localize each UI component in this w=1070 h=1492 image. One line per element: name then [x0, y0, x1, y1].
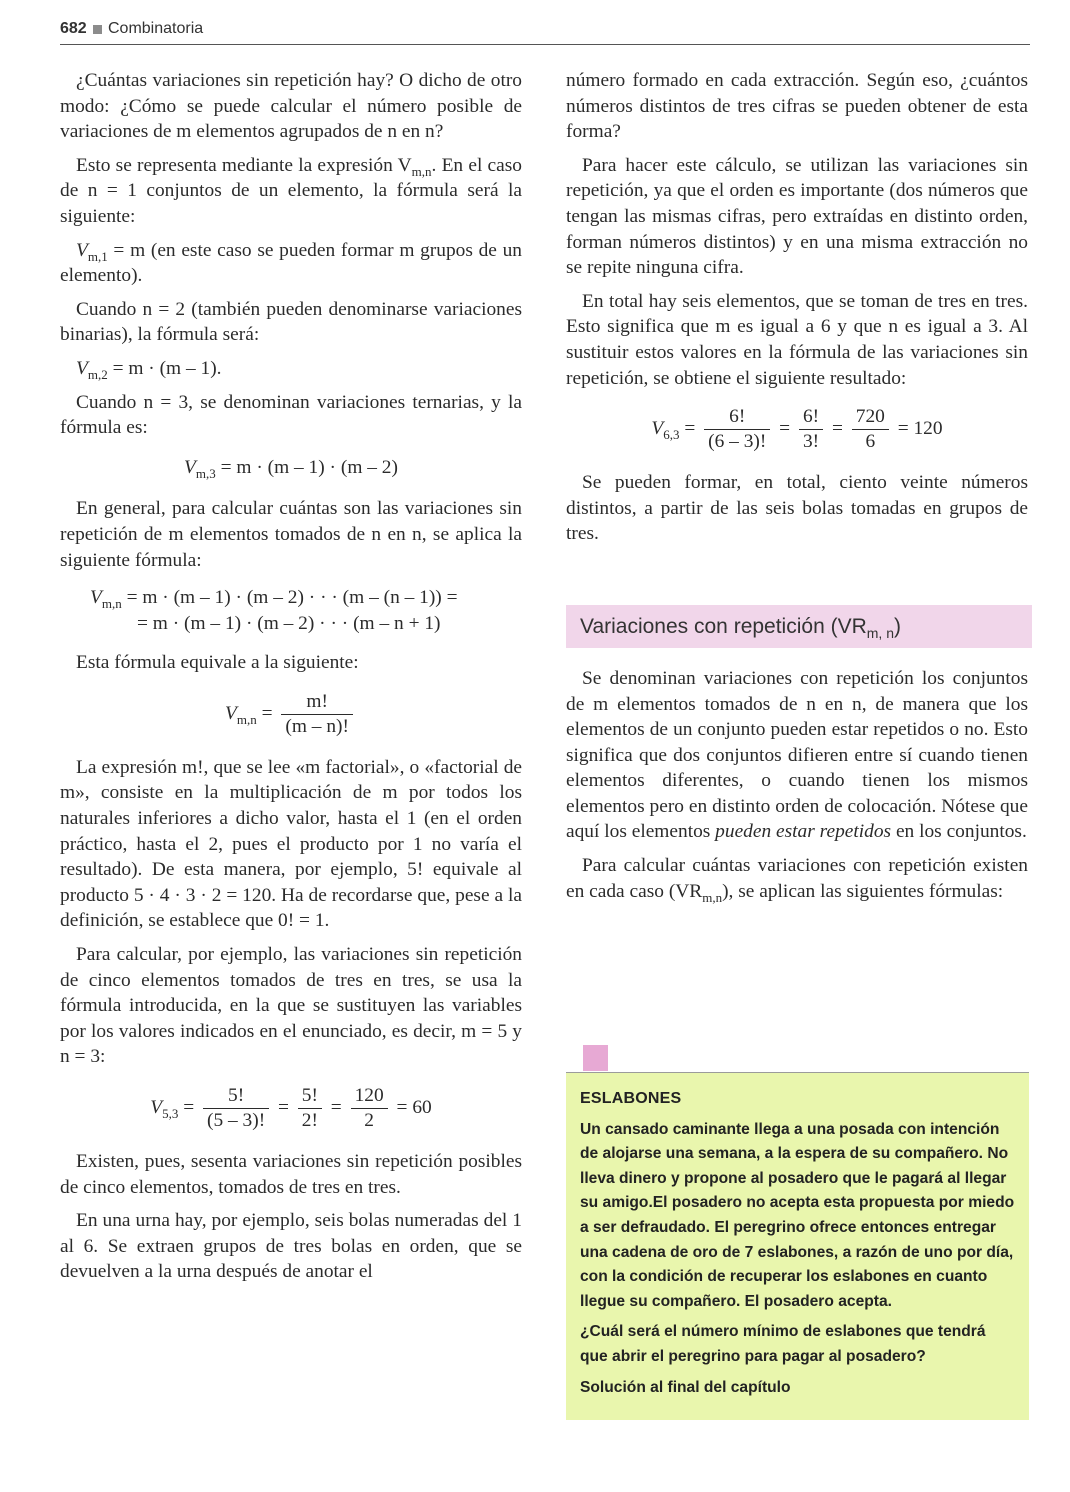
header-rule — [60, 44, 1030, 45]
paragraph: Se denominan variaciones con repetición los conjuntos de m elementos tomados de n en n, de manera que los elementos de un conjunto pueden estar repetidos o no. Esto significa que dos conjuntos difieren entre sí cuando tienen elementos diferentes, o cuando tienen los mismos elementos pero en distinto orden de colocación. Nótese que aquí los elementos pueden estar repetidos en los conjuntos. — [566, 667, 1028, 843]
right-column — [566, 68, 1028, 912]
fraction: $\frac{5!}{(5 - 3)!}$ — [203, 1084, 269, 1133]
page-header — [60, 18, 1030, 44]
paragraph: Para calcular, por ejemplo, las variaciones sin repetición de cinco elementos tomados de tres en tres, se usa la fórmula introducida, en la que se sustituyen las variables por los valores indicados en el enunciado, es decir, m = 5 y n = 3: — [60, 944, 522, 1068]
box-title: ESLABONES — [580, 1090, 682, 1107]
paragraph: Cuando n = 3, se denominan variaciones ternarias, y la fórmula es: — [60, 391, 522, 439]
equation: $V_{m,3} = m \cdot (m - 1) \cdot (m - 2)$ — [184, 456, 398, 481]
left-column — [60, 68, 522, 1293]
box-accent-square — [583, 1045, 608, 1071]
fraction: $\frac{6!}{(6 - 3)!}$ — [704, 405, 770, 454]
fraction: $\frac{6!}{3!}$ — [799, 405, 823, 454]
paragraph: Para calcular cuántas variaciones con repetición existen en cada caso $(VR_{m,n})$, se aplican las siguientes fórmulas: — [566, 855, 1028, 905]
fraction: $\frac{720}{6}$ — [852, 405, 889, 454]
section-heading: Variaciones con repetición $(VR_{m, n})$ — [566, 605, 1032, 648]
paragraph: La expresión m!, que se lee «m factorial», o «factorial de m», consiste en la multiplicación de m por todos los naturales inferiores a dicho valor, hasta el 1 (en el orden práctico, hasta el 2, pues el producto por 1 no varía el resultado). De esta manera, por ejemplo, 5! equivale al producto 5 · 4 · 3 · 2 = 120. Ha de recordarse que, pese a la definición, se establece que 0! = 1. — [60, 756, 522, 932]
box-question: ¿Cuál será el número mínimo de eslabones que tendrá que abrir el peregrino para pagar al posadero? — [580, 1323, 986, 1365]
equation: $V_{5,3}$ = $\frac{5!}{(5 - 3)!}$ = $\frac{5!}{2!}$ = $\frac{120}{2}$ = 60 — [150, 1085, 432, 1131]
paragraph: Esto se representa mediante la expresión $V_{m,n}$. En el caso de n = 1 conjuntos de un elemento, la fórmula será la siguiente: — [60, 154, 522, 227]
paragraph: Cuando n = 2 (también pueden denominarse variaciones binarias), la fórmula será: — [60, 298, 522, 346]
equation: $V_{m,2} = m \cdot (m - 1)$. — [76, 357, 222, 382]
paragraph: Para hacer este cálculo, se utilizan las variaciones sin repetición, ya que el orden es importante (dos números que tengan las mismas cifras, pero extraídas en distinto orden, forman números distintos) y en una misma extracción no se repite ninguna cifra. — [566, 154, 1028, 279]
paragraph: Se pueden formar, en total, ciento veinte números distintos, a partir de las seis bolas tomadas en grupos de tres. — [566, 472, 1028, 545]
header-square-icon — [93, 25, 102, 34]
equation: $V_{6,3}$ = $\frac{6!}{(6 - 3)!}$ = $\frac{6!}{3!}$ = $\frac{720}{6}$ = 120 — [651, 406, 943, 453]
eslabones-box — [566, 1073, 1029, 1420]
paragraph: $V_{m,1} = m$ (en este caso se pueden formar m grupos de un elemento). — [60, 239, 522, 287]
equation: = m · (m – 1) · (m – 2) · · · (m – n + 1) — [137, 612, 441, 634]
paragraph: En total hay seis elementos, que se toman de tres en tres. Esto significa que m es igual a 6 y que n es igual a 3. Al sustituir estos valores en la fórmula de las variaciones sin repetición, se obtiene el siguiente resultado: — [566, 290, 1028, 389]
box-paragraph: Un cansado caminante llega a una posada con intención de alojarse una semana, a la espera de su compañero. No lleva dinero y propone al posadero que le pagará al llegar su amigo.El posadero no acepta esta propuesta por miedo a ser defraudado. El peregrino ofrece entonces entregar una cadena de oro de 7 eslabones, a razón de uno por día, con la condición de recuperar los eslabones en cuanto llegue su compañero. El posadero acepta. — [580, 1120, 1015, 1310]
paragraph: Esta fórmula equivale a la siguiente: — [76, 652, 359, 674]
equation: $V_{m,n} = m \cdot (m - 1) \cdot (m - 2)$ · · · (m – (n – 1)) = — [90, 587, 458, 611]
paragraph: número formado en cada extracción. Según eso, ¿cuántos números distintos de tres cifras se pueden obtener de esta forma? — [566, 70, 1028, 143]
paragraph: En general, para calcular cuántas son las variaciones sin repetición de m elementos tomados de n en n, se aplica la siguiente fórmula: — [60, 498, 522, 571]
paragraph: En una urna hay, por ejemplo, seis bolas numeradas del 1 al 6. Se extraen grupos de tres bolas en orden, que se devuelven a la urna después de anotar el — [60, 1210, 522, 1283]
fraction: $\frac{5!}{2!}$ — [298, 1084, 322, 1133]
paragraph: ¿Cuántas variaciones sin repetición hay? O dicho de otro modo: ¿Cómo se puede calcular el número posible de variaciones de m elementos agrupados de n en n? — [60, 70, 522, 143]
section-name: Combinatoria — [108, 20, 204, 37]
fraction: $\frac{m!}{(m - n)!}$ — [281, 690, 353, 739]
equation: $V_{m,n}$ = $\frac{m!}{(m - n)!}$ — [60, 690, 522, 739]
box-solution-note: Solución al final del capítulo — [580, 1378, 791, 1396]
fraction: $\frac{120}{2}$ — [351, 1084, 388, 1133]
paragraph: Existen, pues, sesenta variaciones sin repetición posibles de cinco elementos, tomados de tres en tres. — [60, 1151, 522, 1198]
page-number: 682 — [60, 20, 87, 37]
